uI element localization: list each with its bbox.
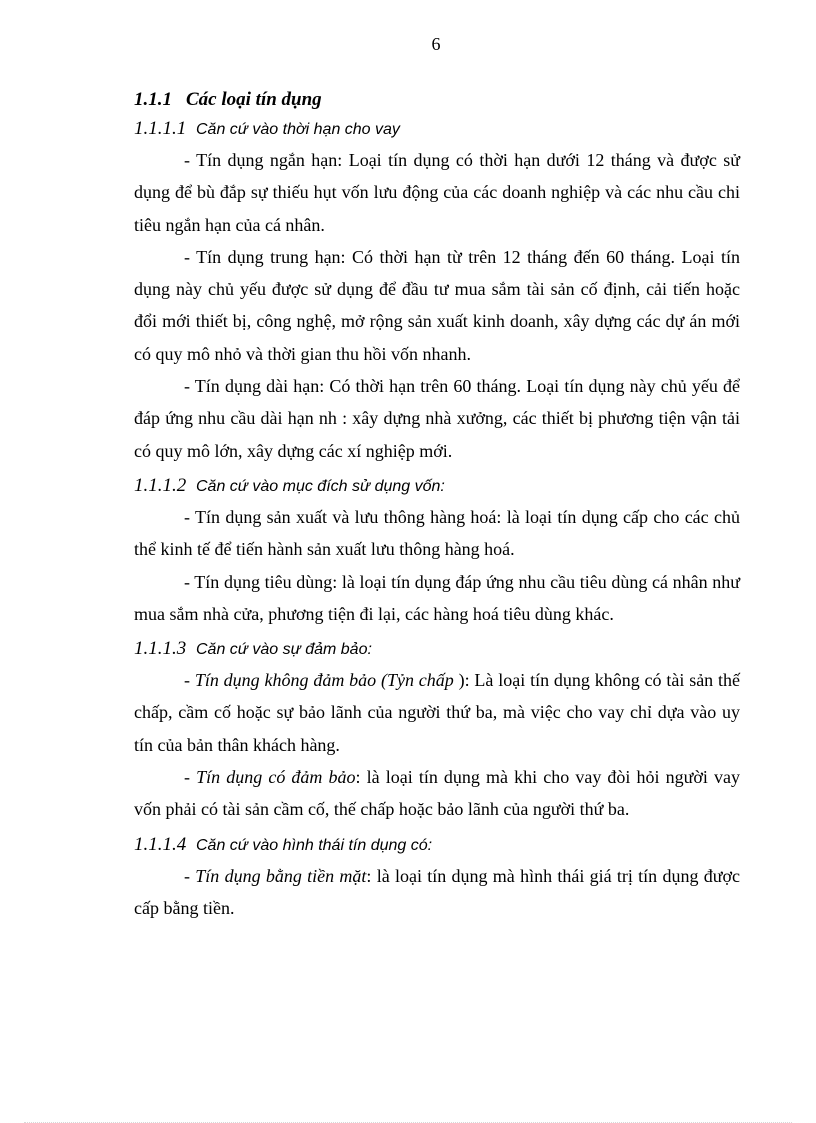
- paragraph: - Tín dụng tiêu dùng: là loại tín dụng đáp ứng nhu cầu tiêu dùng cá nhân như mua sắm nhà cửa, phương tiện đi lại, các hàng hoá tiêu dùng khác.: [134, 571, 740, 624]
- paragraph-text: ): Là loại tín dụng không có tài sản thế chấp, cầm cố hoặc sự bảo lãnh của người thứ ba, mà việc cho vay chỉ dựa vào uy tín của bản thân khách hàng.: [134, 670, 740, 755]
- subsection-title: Căn cứ vào hình thái tín dụng có:: [196, 836, 433, 854]
- paragraph: [134, 664, 740, 761]
- subsection-number: 1.1.1.4: [134, 833, 187, 855]
- italic-term: Tín dụng có đảm bảo: [196, 767, 356, 788]
- section-title: Các loại tín dụng: [186, 89, 322, 110]
- paragraph: - Tín dụng ngắn hạn: Loại tín dụng có thời hạn dưới 12 tháng và được sử dụng để bù đắp sự thiếu hụt vốn lưu động của các doanh nghiệp và các nhu cầu chi tiêu ngắn hạn của cá nhân.: [134, 150, 740, 235]
- paragraph: [134, 761, 740, 826]
- section-heading: [134, 86, 740, 114]
- subsection-heading-2: [134, 471, 740, 501]
- paragraph-lead: -: [184, 767, 197, 788]
- italic-term: Tín dụng không đảm bảo (Tỷn chấp: [194, 670, 454, 691]
- paragraph: - Tín dụng dài hạn: Có thời hạn trên 60 tháng. Loại tín dụng này chủ yếu để đáp ứng nhu cầu dài hạn nh : xây dựng nhà xưởng, các thiết bị phương tiện vận tải có quy mô lớn, xây dựng các xí nghiệp mới.: [134, 376, 740, 461]
- subsection-heading-3: [134, 634, 740, 664]
- section-number: 1.1.1: [134, 89, 172, 110]
- subsection-heading-1: [134, 114, 740, 144]
- italic-term: Tín dụng bằng tiền mặt: [195, 865, 367, 886]
- subsection-number: 1.1.1.3: [134, 638, 187, 660]
- paragraph: [134, 860, 740, 925]
- subsection-title: Căn cứ vào thời hạn cho vay: [196, 121, 400, 138]
- subsection-number: 1.1.1.1: [134, 118, 187, 139]
- page-number: 6: [431, 34, 441, 54]
- paragraph: - Tín dụng sản xuất và lưu thông hàng hoá: là loại tín dụng cấp cho các chủ thể kinh tế để tiến hành sản xuất lưu thông hàng hoá.: [134, 506, 740, 560]
- paragraph-lead: -: [184, 670, 195, 691]
- paragraph-text: : là loại tín dụng mà hình thái giá trị tín dụng được cấp bằng tiền.: [134, 865, 740, 918]
- document-body: [134, 86, 740, 924]
- subsection-title: Căn cứ vào sự đảm bảo:: [196, 641, 372, 659]
- subsection-heading-4: [134, 830, 740, 860]
- paragraph-lead: -: [184, 865, 196, 886]
- subsection-number: 1.1.1.2: [134, 474, 187, 496]
- subsection-title: Căn cứ vào mục đích sử dụng vốn:: [196, 477, 445, 495]
- paragraph: - Tín dụng trung hạn: Có thời hạn từ trên 12 tháng đến 60 tháng. Loại tín dụng này chủ yếu được sử dụng để đầu tư mua sắm tài sản cố định, cải tiến hoặc đổi mới thiết bị, công nghệ, mở rộng sản xuất kinh doanh, xây dựng các dự án mới có quy mô nhỏ và thời gian thu hồi vốn nhanh.: [134, 246, 740, 364]
- paragraph-text: : là loại tín dụng mà khi cho vay đòi hỏi người vay vốn phải có tài sản cầm cố, thế chấp hoặc bảo lãnh của người thứ ba.: [134, 767, 740, 820]
